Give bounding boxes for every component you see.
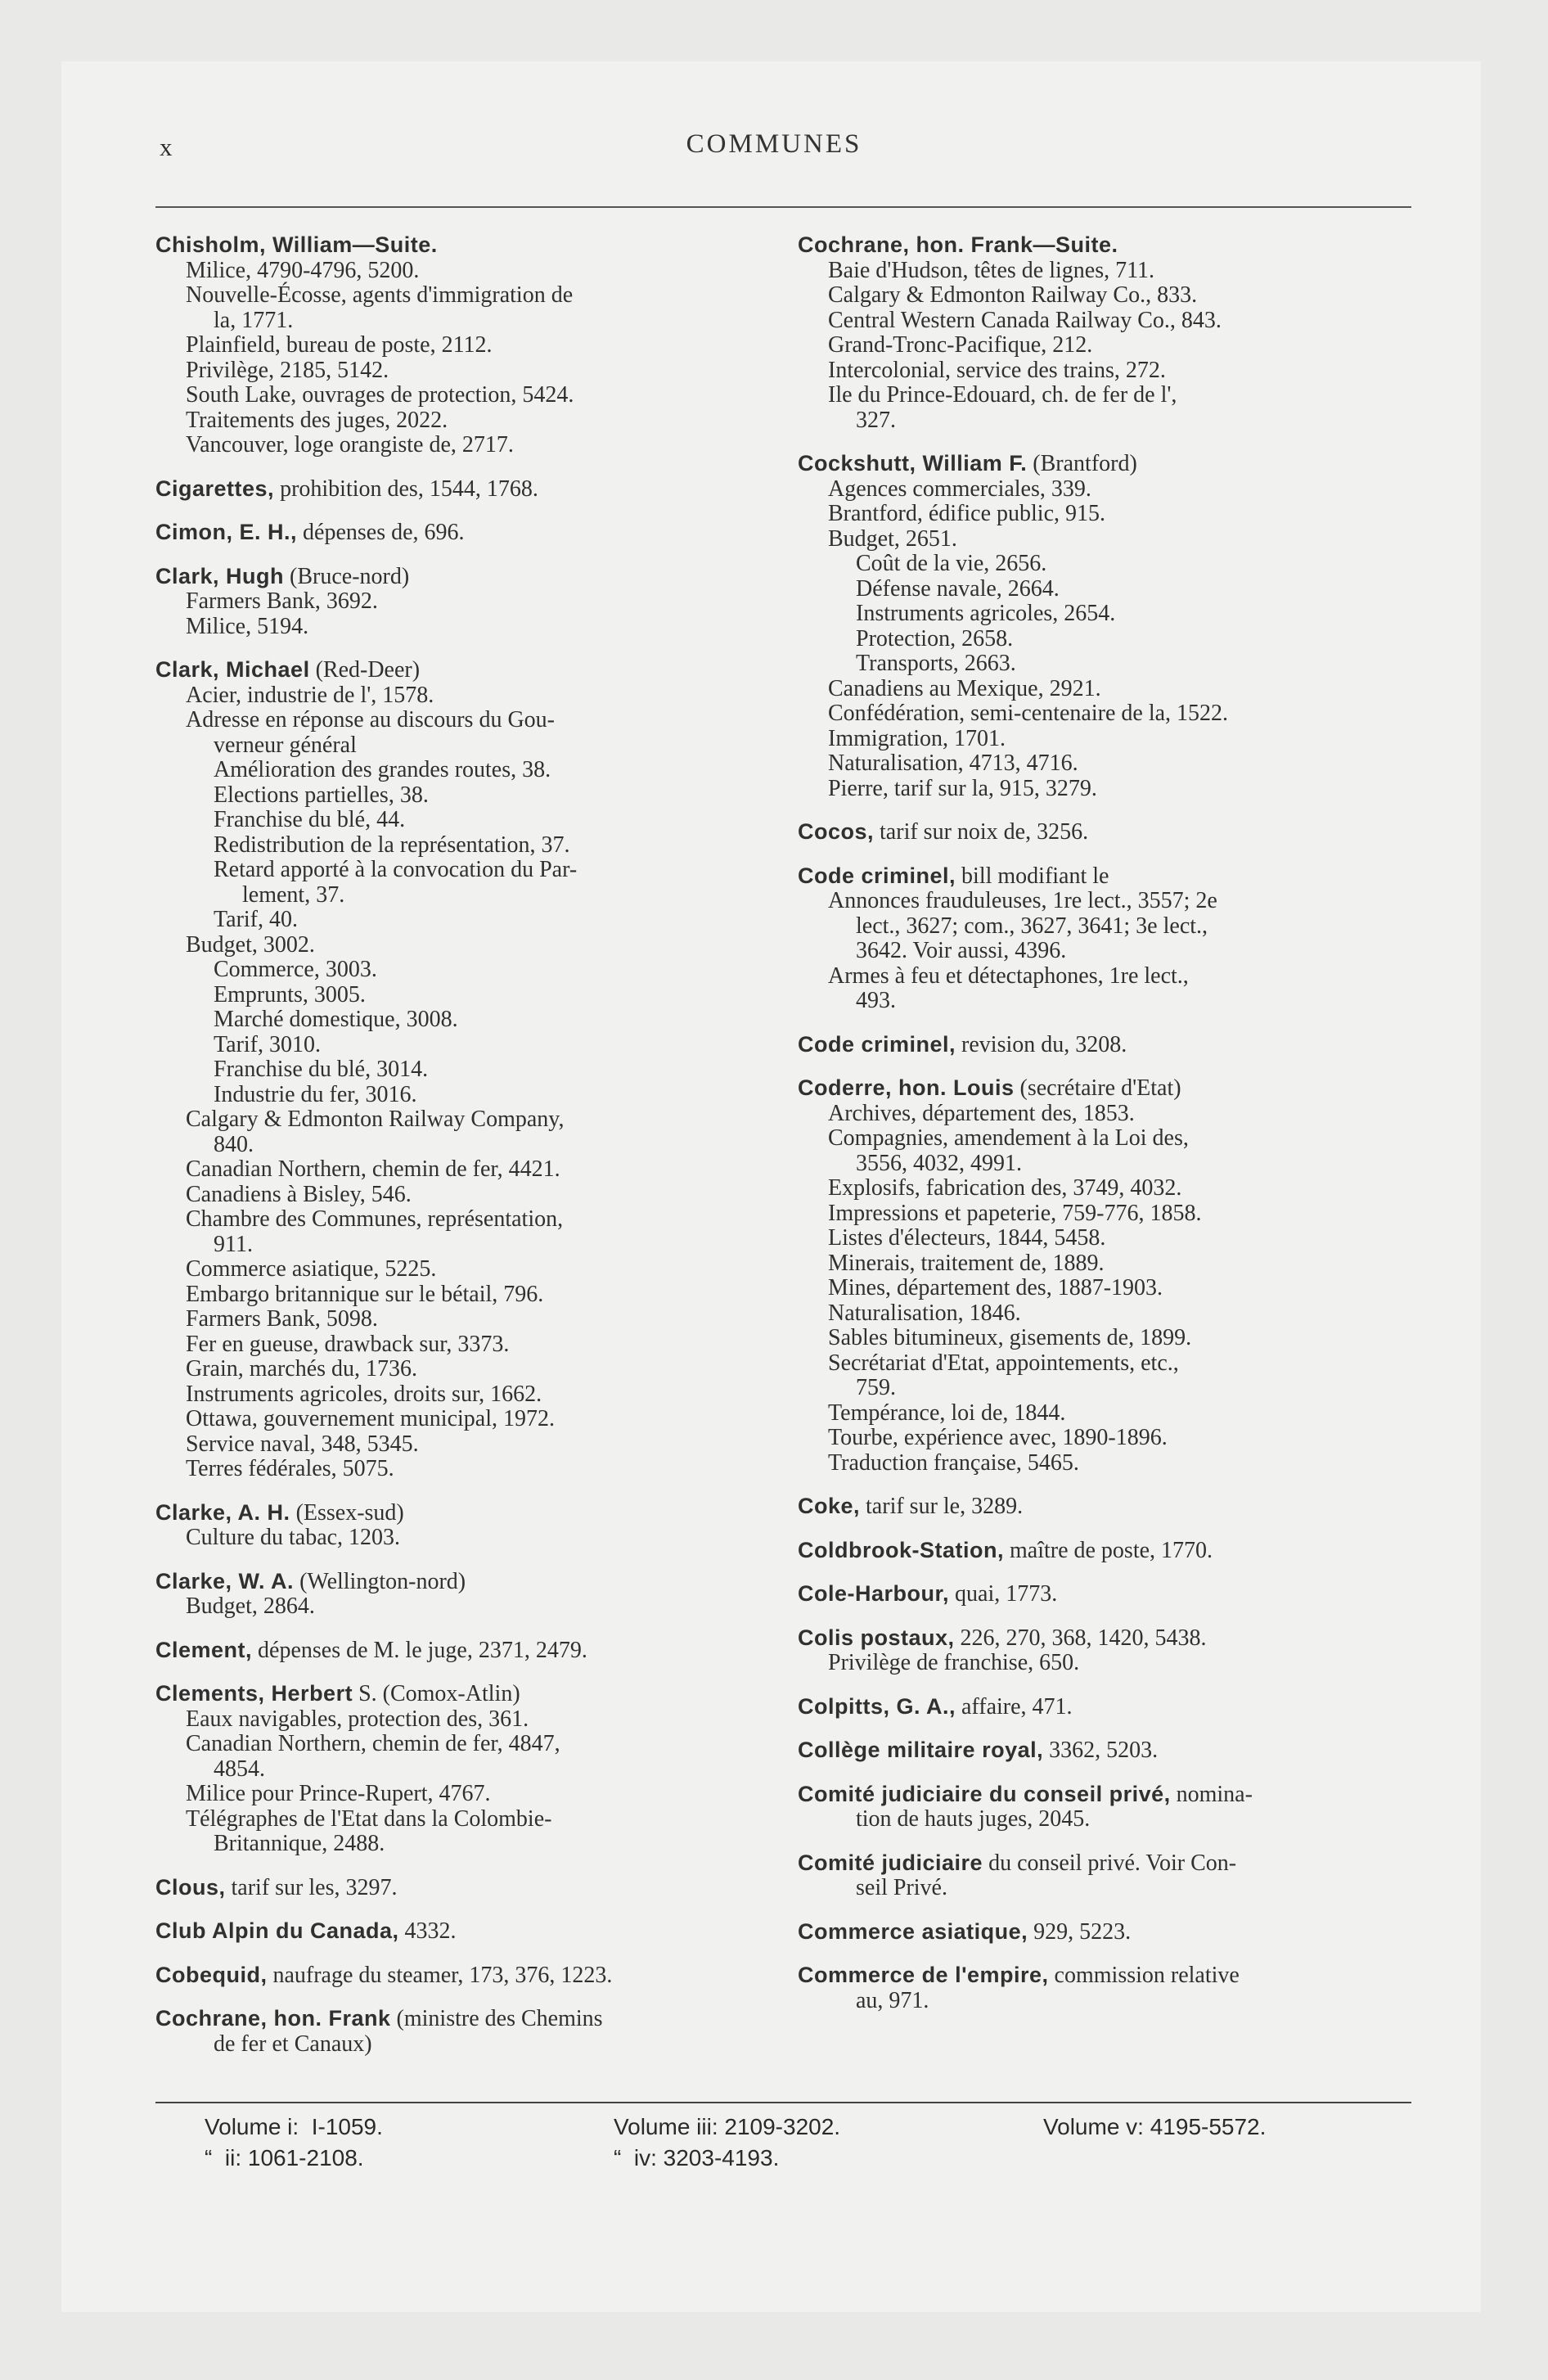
entry-heading-line (798, 1032, 1428, 1058)
entry-continuation-line: lect., 3627; com., 3627, 3641; 3e lect., (856, 913, 1208, 939)
entry-heading: Clarke, W. A. (155, 1568, 295, 1593)
entry-heading: Cole-Harbour, (798, 1581, 950, 1606)
entry-heading-detail: (Wellington-nord) (294, 1568, 466, 1594)
entry-heading: Cigarettes, (155, 476, 275, 501)
entry-subentry: Instruments agricoles, 2654. (856, 601, 1116, 626)
entry-subentry: Immigration, 1701. (828, 725, 1006, 751)
entry-subentry: Mines, département des, 1887-1903. (828, 1275, 1163, 1300)
entry-subentry: Budget, 3002. (186, 931, 315, 958)
entry-continuation-line: 493. (856, 988, 896, 1013)
entry-continuation-line: 3642. Voir aussi, 4396. (856, 938, 1067, 963)
entry-heading-line (798, 1075, 1428, 1102)
entry-subentry: Explosifs, fabrication des, 3749, 4032. (828, 1175, 1182, 1201)
entry-heading-detail: (Brantford) (1027, 451, 1137, 476)
index-entry (798, 232, 1428, 433)
index-entry (798, 1581, 1428, 1607)
entry-heading-line (155, 476, 761, 503)
entry-heading-line (155, 1681, 761, 1707)
entry-heading-line (798, 1919, 1428, 1945)
entry-subentry: Budget, 2864. (186, 1593, 315, 1619)
entry-subentry: Traitements des juges, 2022. (186, 407, 448, 433)
entry-heading-detail: (Bruce-nord) (284, 563, 410, 589)
entry-heading: Cochrane, hon. Frank (155, 2006, 391, 2031)
entry-heading-detail: revision du, 3208. (956, 1031, 1127, 1057)
entry-subentry: Franchise du blé, 44. (214, 807, 406, 832)
index-entry (155, 1681, 761, 1857)
entry-subentry: Traduction française, 5465. (828, 1449, 1079, 1476)
entry-subentry: Commerce, 3003. (214, 957, 377, 982)
index-column-left (155, 232, 761, 2075)
entry-subentry: Grand-Tronc-Pacifique, 212. (828, 332, 1093, 358)
entry-continuation-line: 840. (214, 1131, 254, 1157)
entry-subentry: Transports, 2663. (856, 651, 1016, 676)
entry-subentry: Canadian Northern, chemin de fer, 4847, (186, 1731, 560, 1756)
entry-heading-detail: dépenses de, 696. (297, 520, 465, 545)
entry-heading-line (155, 232, 761, 259)
entry-heading-detail: tarif sur les, 3297. (225, 1874, 398, 1900)
entry-heading-line (798, 1494, 1428, 1520)
entry-subentry: Naturalisation, 4713, 4716. (828, 751, 1078, 776)
entry-subentry: Sables bitumineux, gisements de, 1899. (828, 1325, 1192, 1350)
index-entry (798, 1850, 1428, 1901)
entry-subentry: Tarif, 3010. (214, 1031, 322, 1057)
entry-subentry: Calgary & Edmonton Railway Company, (186, 1107, 565, 1132)
entry-heading-line (798, 1782, 1428, 1808)
entry-heading-detail: prohibition des, 1544, 1768. (274, 476, 538, 502)
entry-subentry: Coût de la vie, 2656. (856, 551, 1047, 576)
entry-heading-line (798, 1694, 1428, 1720)
index-entry (798, 819, 1428, 845)
entry-heading: Chisholm, William—Suite. (155, 232, 438, 257)
entry-heading-line (798, 451, 1428, 477)
entry-heading: Cimon, E. H., (155, 520, 298, 544)
entry-subentry: Adresse en réponse au discours du Gou- (186, 707, 555, 732)
entry-heading: Cobequid, (155, 1962, 268, 1987)
entry-continuation-line: verneur général (214, 732, 357, 758)
index-entry (798, 1963, 1428, 2013)
entry-subentry: Industrie du fer, 3016. (214, 1081, 417, 1107)
entry-heading: Clark, Hugh (155, 563, 285, 588)
entry-heading: Cocos, (798, 819, 875, 844)
index-entry (155, 1963, 761, 1989)
entry-subentry: Retard apporté à la convocation du Par- (214, 857, 578, 882)
entry-subentry: Télégraphes de l'Etat dans la Colombie- (186, 1805, 552, 1832)
entry-heading-line (798, 1850, 1428, 1877)
entry-heading-detail: (secrétaire d'Etat) (1014, 1075, 1181, 1101)
entry-heading-line (798, 1538, 1428, 1564)
entry-heading: Clark, Michael (155, 657, 310, 682)
entry-heading-detail: tarif sur le, 3289. (860, 1494, 1024, 1519)
entry-subentry: Brantford, édifice public, 915. (828, 501, 1106, 526)
volume-range: Volume iii: 2109-3202. (614, 2114, 841, 2139)
running-header: COMMUNES (686, 129, 862, 159)
index-entry (798, 1738, 1428, 1764)
entry-heading-detail: maître de poste, 1770. (1003, 1537, 1213, 1563)
entry-heading: Clements, Herbert (155, 1681, 353, 1706)
entry-subentry: Embargo britannique sur le bétail, 796. (186, 1281, 544, 1307)
entry-subentry: Farmers Bank, 3692. (186, 588, 378, 614)
entry-heading: Code criminel, (798, 1031, 956, 1057)
entry-subentry: Secrétariat d'Etat, appointements, etc., (828, 1350, 1179, 1376)
entry-subentry: Protection, 2658. (856, 625, 1014, 651)
entry-heading-detail: (ministre des Chemins (390, 2006, 603, 2031)
entry-heading: Colis postaux, (798, 1625, 955, 1650)
entry-subentry: Canadian Northern, chemin de fer, 4421. (186, 1156, 560, 1182)
index-entry (155, 1875, 761, 1901)
entry-continuation-line: seil Privé. (856, 1875, 947, 1900)
entry-heading: Comité judiciaire (798, 1850, 983, 1875)
index-entry (155, 520, 761, 546)
entry-subentry: Tarif, 40. (214, 907, 299, 932)
entry-heading: Club Alpin du Canada, (155, 1918, 399, 1943)
header-rule (155, 206, 1411, 208)
entry-subentry: Grain, marchés du, 1736. (186, 1356, 418, 1382)
entry-heading: Cockshutt, William F. (798, 451, 1028, 476)
index-entry (798, 1782, 1428, 1832)
entry-heading-line (155, 520, 761, 546)
entry-heading-line (798, 1963, 1428, 1989)
entry-subentry: Annonces frauduleuses, 1re lect., 3557; 2e (828, 888, 1217, 913)
index-column-right (798, 232, 1428, 2031)
entry-heading-line (155, 1963, 761, 1989)
entry-continuation-line: 759. (856, 1375, 896, 1400)
entry-continuation-line: 4854. (214, 1756, 265, 1782)
entry-heading: Clement, (155, 1637, 253, 1662)
entry-heading: Commerce asiatique, (798, 1918, 1028, 1944)
footer-volume-ranges-2 (614, 2112, 840, 2174)
entry-subentry: Culture du tabac, 1203. (186, 1525, 401, 1550)
volume-range: “ iv: 3203-4193. (614, 2145, 780, 2170)
index-entry (798, 1919, 1428, 1945)
entry-subentry: Amélioration des grandes routes, 38. (214, 757, 551, 782)
volume-range: Volume i: I-1059. (205, 2114, 383, 2139)
entry-subentry: Listes d'électeurs, 1844, 5458. (828, 1225, 1106, 1251)
entry-heading-detail: du conseil privé. Voir Con- (983, 1850, 1237, 1876)
entry-continuation-line: lement, 37. (242, 881, 345, 908)
entry-continuation-line: 327. (856, 407, 896, 433)
entry-continuation-line: la, 1771. (214, 307, 294, 333)
entry-heading-line (155, 1638, 761, 1664)
volume-range: Volume v: 4195-5572. (1043, 2114, 1267, 2139)
entry-subentry: Redistribution de la représentation, 37. (214, 832, 570, 858)
entry-heading-line (798, 819, 1428, 845)
entry-subentry: Naturalisation, 1846. (828, 1300, 1021, 1326)
entry-heading-line (798, 1625, 1428, 1652)
index-entry (155, 1500, 761, 1551)
index-entry (155, 476, 761, 503)
index-entry (798, 1694, 1428, 1720)
index-entry (155, 2006, 761, 2057)
volume-range: “ ii: 1061-2108. (205, 2145, 364, 2170)
entry-heading-line (155, 2006, 761, 2032)
entry-heading-detail: (Red-Deer) (309, 657, 421, 683)
entry-continuation-line: Britannique, 2488. (214, 1831, 385, 1856)
entry-heading-detail: (Essex-sud) (290, 1499, 404, 1526)
entry-heading-line (798, 232, 1428, 259)
entry-heading: Clous, (155, 1874, 226, 1900)
entry-heading: Clarke, A. H. (155, 1499, 290, 1525)
entry-subentry: Elections partielles, 38. (214, 782, 429, 808)
entry-subentry: Marché domestique, 3008. (214, 1007, 458, 1032)
index-entry (798, 1075, 1428, 1476)
entry-heading: Coke, (798, 1494, 861, 1518)
entry-subentry: Franchise du blé, 3014. (214, 1057, 429, 1082)
entry-heading-detail: 226, 270, 368, 1420, 5438. (954, 1625, 1207, 1651)
entry-heading: Cochrane, hon. Frank—Suite. (798, 232, 1118, 257)
entry-continuation-line: de fer et Canaux) (214, 2031, 372, 2057)
entry-heading-detail: bill modifiant le (956, 863, 1109, 889)
index-entry (155, 232, 761, 458)
index-entry (798, 1625, 1428, 1676)
entry-subentry: Ile du Prince-Edouard, ch. de fer de l', (828, 382, 1177, 408)
entry-subentry: Baie d'Hudson, têtes de lignes, 711. (828, 257, 1155, 283)
entry-subentry: Agences commerciales, 339. (828, 476, 1091, 502)
index-entry (155, 1638, 761, 1664)
entry-heading-detail: naufrage du steamer, 173, 376, 1223. (267, 1962, 613, 1988)
entry-subentry: Privilège, 2185, 5142. (186, 357, 389, 383)
entry-subentry: Milice pour Prince-Rupert, 4767. (186, 1781, 491, 1806)
index-entry (155, 564, 761, 640)
entry-heading-detail: affaire, 471. (956, 1693, 1073, 1720)
entry-heading-line (155, 1875, 761, 1901)
entry-heading: Comité judiciaire du conseil privé, (798, 1781, 1171, 1806)
entry-subentry: Vancouver, loge orangiste de, 2717. (186, 432, 514, 458)
entry-subentry: Confédération, semi-centenaire de la, 1522. (828, 701, 1229, 726)
entry-subentry: Central Western Canada Railway Co., 843. (828, 307, 1222, 333)
entry-heading-line (155, 564, 761, 590)
entry-subentry: Compagnies, amendement à la Loi des, (828, 1125, 1189, 1151)
entry-subentry: Ottawa, gouvernement municipal, 1972. (186, 1406, 555, 1431)
entry-subentry: Instruments agricoles, droits sur, 1662. (186, 1381, 542, 1407)
entry-heading-line (155, 1500, 761, 1526)
entry-heading: Commerce de l'empire, (798, 1963, 1049, 1987)
entry-subentry: Nouvelle-Écosse, agents d'immigration de (186, 282, 574, 308)
entry-heading: Coldbrook-Station, (798, 1537, 1004, 1562)
entry-subentry: Fer en gueuse, drawback sur, 3373. (186, 1331, 510, 1357)
entry-subentry: Canadiens à Bisley, 546. (186, 1181, 412, 1207)
entry-subentry: Défense navale, 2664. (856, 575, 1060, 602)
index-entry (798, 451, 1428, 801)
entry-heading-line (155, 657, 761, 683)
index-entry (798, 863, 1428, 1014)
entry-heading-line (798, 1581, 1428, 1607)
entry-heading: Coderre, hon. Louis (798, 1075, 1015, 1100)
entry-heading-detail: S. (Comox-Atlin) (353, 1681, 520, 1706)
entry-subentry: Emprunts, 3005. (214, 981, 366, 1007)
index-entry (798, 1032, 1428, 1058)
entry-subentry: South Lake, ouvrages de protection, 5424. (186, 382, 574, 408)
entry-heading-line (155, 1569, 761, 1595)
entry-heading-detail: 3362, 5203. (1043, 1738, 1159, 1763)
entry-heading-detail: 4332. (398, 1918, 457, 1944)
entry-subentry: Chambre des Communes, représentation, (186, 1206, 564, 1232)
entry-subentry: Milice, 4790-4796, 5200. (186, 257, 420, 283)
entry-subentry: Milice, 5194. (186, 613, 309, 639)
entry-heading: Code criminel, (798, 863, 956, 888)
entry-subentry: Tourbe, expérience avec, 1890-1896. (828, 1425, 1168, 1450)
entry-heading-line (155, 1918, 761, 1945)
entry-heading-detail: nomina- (1170, 1781, 1253, 1807)
entry-subentry: Intercolonial, service des trains, 272. (828, 357, 1166, 383)
entry-subentry: Tempérance, loi de, 1844. (828, 1400, 1066, 1426)
entry-heading-detail: dépenses de M. le juge, 2371, 2479. (252, 1637, 587, 1663)
entry-heading-line (798, 1738, 1428, 1764)
entry-subentry: Minerais, traitement de, 1889. (828, 1250, 1105, 1276)
entry-subentry: Farmers Bank, 5098. (186, 1306, 378, 1332)
page-folio: x (160, 133, 173, 161)
entry-continuation-line: 911. (214, 1231, 253, 1257)
entry-heading-detail: tarif sur noix de, 3256. (874, 819, 1089, 845)
entry-subentry: Service naval, 348, 5345. (186, 1431, 419, 1457)
entry-subentry: Impressions et papeterie, 759-776, 1858. (828, 1200, 1202, 1226)
entry-heading-detail: commission relative (1048, 1963, 1240, 1988)
entry-continuation-line: 3556, 4032, 4991. (856, 1150, 1022, 1176)
entry-continuation-line: tion de hauts juges, 2045. (856, 1806, 1091, 1832)
entry-continuation-line: au, 971. (856, 1987, 929, 2013)
entry-subentry: Eaux navigables, protection des, 361. (186, 1706, 529, 1732)
index-entry (798, 1494, 1428, 1520)
entry-subentry: Calgary & Edmonton Railway Co., 833. (828, 282, 1198, 308)
index-entry (155, 1918, 761, 1945)
index-entry (155, 657, 761, 1482)
entry-subentry: Archives, département des, 1853. (828, 1100, 1135, 1126)
entry-subentry: Canadiens au Mexique, 2921. (828, 675, 1101, 701)
entry-heading-line (798, 863, 1428, 890)
entry-subentry: Armes à feu et détectaphones, 1re lect., (828, 962, 1189, 989)
entry-heading-detail: 929, 5223. (1028, 1918, 1132, 1945)
footer-rule (155, 2102, 1411, 2103)
entry-subentry: Commerce asiatique, 5225. (186, 1256, 437, 1282)
entry-subentry: Budget, 2651. (828, 525, 957, 552)
entry-subentry: Terres fédérales, 5075. (186, 1456, 394, 1481)
entry-heading: Colpitts, G. A., (798, 1693, 956, 1719)
entry-heading-detail: quai, 1773. (949, 1581, 1058, 1607)
footer-volume-ranges-1 (205, 2112, 383, 2174)
entry-subentry: Acier, industrie de l', 1578. (186, 682, 434, 708)
entry-subentry: Privilège de franchise, 650. (828, 1650, 1080, 1675)
index-entry (798, 1538, 1428, 1564)
footer-volume-ranges-3 (1043, 2112, 1266, 2143)
entry-subentry: Plainfield, bureau de poste, 2112. (186, 332, 493, 358)
entry-heading: Collège militaire royal, (798, 1738, 1044, 1762)
index-entry (155, 1569, 761, 1620)
entry-subentry: Pierre, tarif sur la, 915, 3279. (828, 775, 1097, 801)
